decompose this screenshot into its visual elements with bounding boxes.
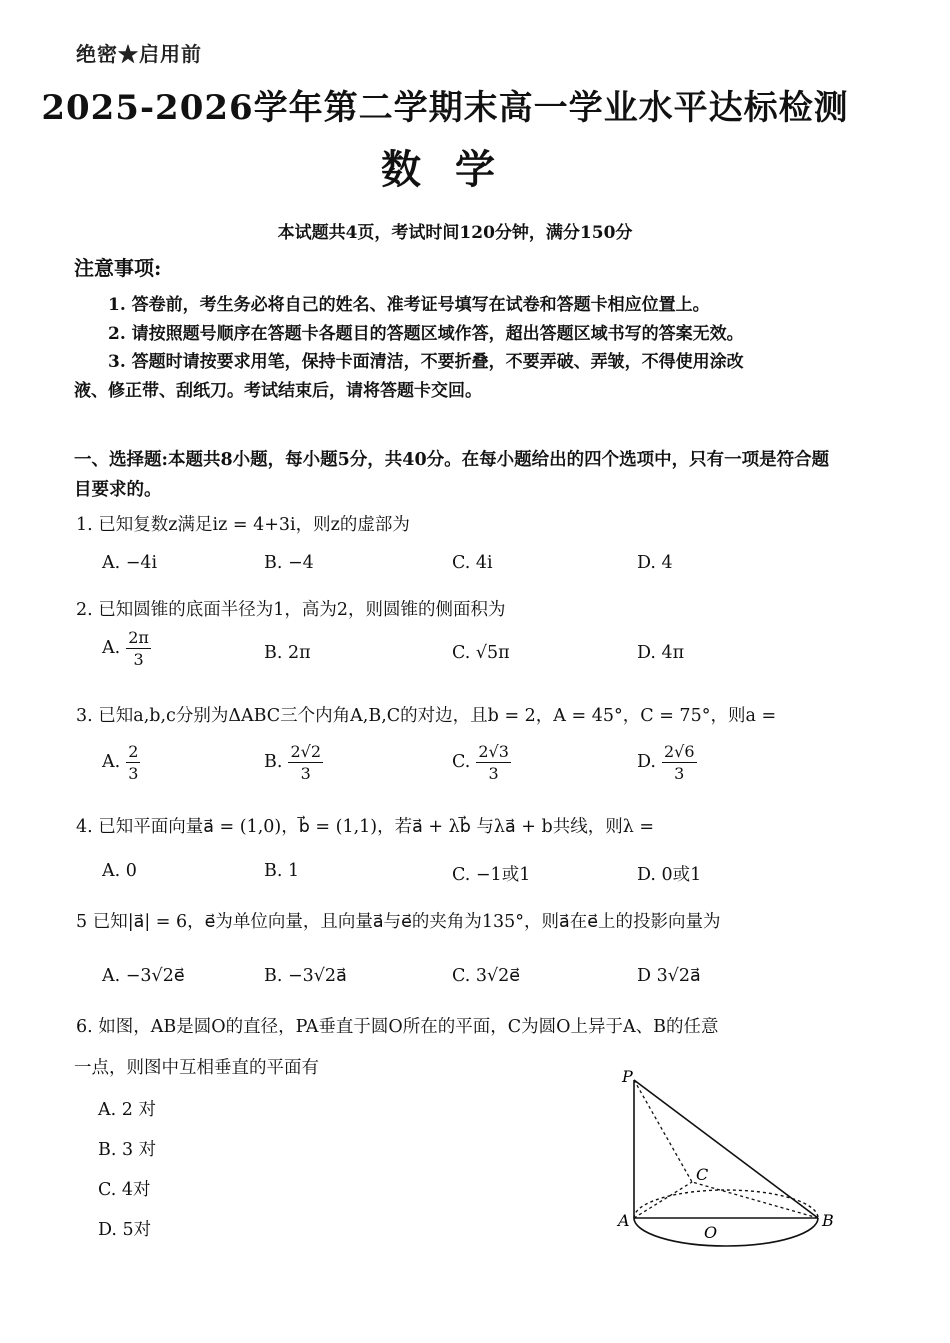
fraction-numerator: 2√2 bbox=[290, 742, 321, 761]
q6-option-b: B. 3 对 bbox=[98, 1140, 157, 1160]
cone-figure bbox=[600, 1060, 834, 1260]
notice-item: 1. 答卷前，考生务必将自己的姓名、准考证号填写在试卷和答题卡相应位置上。 bbox=[108, 295, 710, 315]
fraction bbox=[126, 628, 151, 669]
option-letter: B. bbox=[264, 752, 283, 772]
fraction-numerator: 2 bbox=[128, 742, 139, 761]
segment-pc bbox=[634, 1080, 692, 1182]
exam-info: 本试题共4页，考试时间120分钟，满分150分 bbox=[277, 223, 633, 243]
q5-option-d: D 3√2a⃗ bbox=[637, 966, 701, 986]
fraction-denominator: 3 bbox=[488, 764, 499, 783]
q6-option-c: C. 4对 bbox=[98, 1180, 151, 1200]
question-2-stem: 2. 已知圆锥的底面半径为1，高为2，则圆锥的侧面积为 bbox=[76, 600, 506, 620]
fraction-denominator: 3 bbox=[128, 764, 139, 783]
segment-ac bbox=[634, 1182, 692, 1218]
question-3-stem: 3. 已知a,b,c分别为ΔABC三个内角A,B,C的对边，且b = 2，A = 45°，C = 75°，则a = bbox=[76, 706, 777, 726]
notice-heading: 注意事项: bbox=[74, 256, 162, 280]
q3-option-c bbox=[452, 742, 511, 783]
label-p: P bbox=[622, 1067, 633, 1086]
q4-option-a: A. 0 bbox=[102, 861, 137, 881]
base-circle-back bbox=[634, 1190, 818, 1218]
fraction-numerator: 2√6 bbox=[663, 742, 695, 761]
option-letter: A. bbox=[102, 752, 121, 772]
q6-option-a: A. 2 对 bbox=[98, 1100, 156, 1120]
subject-title: 数学 bbox=[381, 146, 529, 193]
fraction-numerator: 2π bbox=[128, 628, 149, 647]
section-heading: 一、选择题:本题共8小题，每小题5分，共40分。在每小题给出的四个选项中，只有一项是符合题目要求的。 bbox=[74, 450, 830, 500]
q5-option-a: A. −3√2e⃗ bbox=[102, 966, 185, 986]
q2-option-b: B. 2π bbox=[264, 643, 311, 663]
q6-option-d: D. 5对 bbox=[98, 1220, 152, 1240]
fraction-denominator: 3 bbox=[674, 764, 685, 783]
q1-option-d: D. 4 bbox=[637, 553, 673, 573]
label-a: A bbox=[618, 1211, 630, 1230]
q1-option-a: A. −4i bbox=[102, 553, 158, 573]
fraction bbox=[476, 742, 511, 783]
label-b: B bbox=[822, 1211, 834, 1230]
notice-item: 2. 请按照题号顺序在答题卡各题目的答题区域作答，超出答题区域书写的答案无效。 bbox=[108, 324, 744, 344]
question-6-stem-line2: 一点，则图中互相垂直的平面有 bbox=[74, 1058, 319, 1078]
base-circle-front bbox=[634, 1218, 818, 1246]
option-letter: D. bbox=[637, 752, 656, 772]
fraction-denominator: 3 bbox=[300, 764, 311, 783]
option-letter: A. bbox=[102, 638, 121, 658]
q4-option-b: B. 1 bbox=[264, 861, 300, 881]
option-letter: C. bbox=[452, 752, 471, 772]
q1-option-b: B. −4 bbox=[264, 553, 314, 573]
q1-option-c: C. 4i bbox=[452, 553, 493, 573]
secret-label: 绝密★启用前 bbox=[76, 42, 202, 66]
fraction-denominator: 3 bbox=[133, 650, 144, 669]
question-5-stem: 5 已知|a⃗| = 6，e⃗为单位向量，且向量a⃗与e⃗的夹角为135°，则a⃗在e⃗上的投影向量为 bbox=[76, 912, 721, 932]
fraction bbox=[662, 742, 697, 783]
q3-option-b bbox=[264, 742, 323, 783]
question-4-stem: 4. 已知平面向量a⃗ = (1,0)，b⃗ = (1,1)，若a⃗ + λb⃗ 与λa⃗ + b共线，则λ = bbox=[76, 817, 655, 837]
q2-option-d: D. 4π bbox=[637, 643, 685, 663]
notice-item: 3. 答题时请按要求用笔，保持卡面清洁，不要折叠，不要弄破、弄皱，不得使用涂改 bbox=[108, 352, 744, 372]
fraction-numerator: 2√3 bbox=[478, 742, 509, 761]
question-6-stem-line1: 6. 如图，AB是圆O的直径，PA垂直于圆O所在的平面，C为圆O上异于A、B的任意 bbox=[76, 1017, 719, 1037]
q2-option-a bbox=[102, 628, 151, 669]
exam-title: 2025-2026学年第二学期末高一学业水平达标检测 bbox=[41, 88, 849, 128]
q4-option-c: C. −1或1 bbox=[452, 865, 531, 885]
segment-bc bbox=[692, 1182, 818, 1218]
q3-option-a bbox=[102, 742, 140, 783]
q5-option-c: C. 3√2e⃗ bbox=[452, 966, 521, 986]
q5-option-b: B. −3√2a⃗ bbox=[264, 966, 347, 986]
q4-option-d: D. 0或1 bbox=[637, 865, 702, 885]
q3-option-d bbox=[637, 742, 697, 783]
fraction bbox=[126, 742, 140, 783]
label-o: O bbox=[704, 1223, 718, 1242]
notice-item: 液、修正带、刮纸刀。考试结束后，请将答题卡交回。 bbox=[74, 381, 482, 401]
q2-option-c: C. √5π bbox=[452, 643, 510, 663]
question-1-stem: 1. 已知复数z满足iz = 4+3i，则z的虚部为 bbox=[76, 515, 410, 535]
fraction bbox=[288, 742, 323, 783]
label-c: C bbox=[696, 1165, 709, 1184]
